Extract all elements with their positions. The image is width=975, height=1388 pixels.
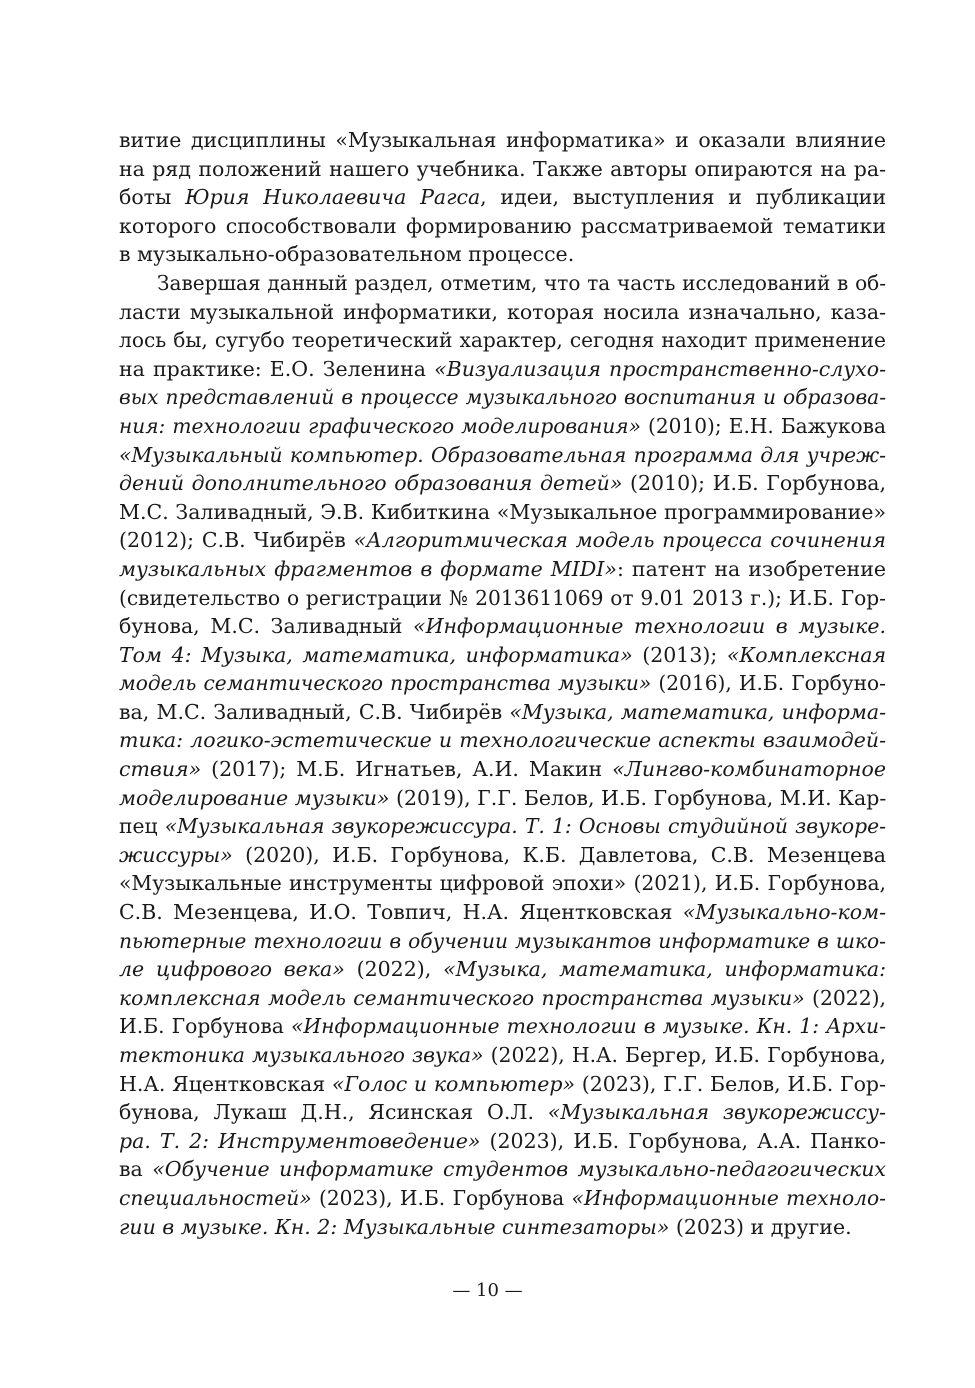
text-run: (2019), Г.Г. Белов, И.Б. Горбунова, М.И. Кар- <box>389 785 887 810</box>
text-line <box>119 898 886 927</box>
text-run: (2013); <box>632 642 727 667</box>
italic-text: вых представлений в процессе музыкального воспитания и образова- <box>119 385 886 410</box>
page-number: — 10 — <box>452 1280 523 1301</box>
text-run: (2010); Е.Н. Бажукова <box>640 413 887 438</box>
text-run: И.Б. Горбунова <box>119 1014 291 1039</box>
text-line <box>119 1213 886 1242</box>
italic-text: ния: технологии графического моделирования» <box>119 413 641 438</box>
text-line <box>119 927 886 956</box>
text-line <box>119 669 886 698</box>
text-line <box>119 383 886 412</box>
text-line <box>119 441 886 470</box>
italic-text: гии в музыке. Кн. 2: Музыкальные синтезаторы» <box>119 1214 670 1239</box>
text-line <box>119 698 886 727</box>
italic-text: ствия» <box>119 757 202 782</box>
paragraph <box>119 126 886 269</box>
italic-text: модель семантического пространства музыки» <box>119 671 652 696</box>
italic-text: «Музыкальная звукорежиссура. Т. 1: Основы студийной звукоре- <box>164 814 886 839</box>
text-run: лось бы, сугубо теоретический характер, сегодня находит применение <box>119 328 886 353</box>
text-run: (2023) и другие. <box>669 1214 852 1239</box>
text-run: бунова, М.С. Заливадный <box>119 614 414 639</box>
italic-text: комплексная модель семантического пространства музыки» <box>119 985 805 1010</box>
text-run: «Музыкальные инструменты цифровой эпохи» (2021), И.Б. Горбунова, <box>119 871 886 896</box>
paragraph <box>119 269 886 1241</box>
text-line <box>119 1184 886 1213</box>
text-run: : патент на изобретение <box>616 556 887 581</box>
italic-text: «Голос и компьютер» <box>331 1071 576 1096</box>
text-run: (2023), И.Б. Горбунова <box>311 1185 572 1210</box>
text-run: бунова, Лукаш Д.Н., Ясинская О.Л. <box>119 1100 548 1125</box>
text-line <box>119 869 886 898</box>
italic-text: «Лингво-комбинаторное <box>612 757 886 782</box>
text-run: боты <box>119 185 186 210</box>
italic-text: ле цифрового века» <box>119 957 345 982</box>
text-run: (2010); И.Б. Горбунова, <box>622 471 886 496</box>
text-run: которого способствовали формированию рассматриваемой тематики <box>119 213 886 238</box>
italic-text: «Информационные техноло- <box>571 1185 886 1210</box>
text-line <box>119 412 886 441</box>
text-run: (2023), Г.Г. Белов, И.Б. Гор- <box>575 1071 886 1096</box>
text-line <box>119 755 886 784</box>
italic-text: моделирование музыки» <box>119 785 390 810</box>
text-line <box>119 269 886 298</box>
italic-text: Том 4: Музыка, математика, информатика» <box>119 642 633 667</box>
text-line <box>119 240 886 269</box>
text-run: ва <box>119 1157 153 1182</box>
text-run: Завершая данный раздел, отметим, что та часть исследований в об- <box>157 270 886 295</box>
italic-text: пьютерные технологии в обучении музыкантов информатике в шко- <box>119 928 886 953</box>
text-line <box>119 584 886 613</box>
text-line <box>119 1041 886 1070</box>
text-line <box>119 1098 886 1127</box>
text-run: (2023), И.Б. Горбунова, А.А. Панко- <box>480 1128 886 1153</box>
text-line <box>119 155 886 184</box>
text-run: (свидетельство о регистрации № 2013611069 от 9.01 2013 г.); И.Б. Гор- <box>119 585 886 610</box>
text-line <box>119 726 886 755</box>
text-run: С.В. Мезенцева, И.О. Товпич, Н.А. Яцентковская <box>119 900 683 925</box>
text-run: М.С. Заливадный, Э.В. Кибиткина «Музыкальное программирование» <box>119 499 886 524</box>
text-line <box>119 784 886 813</box>
text-line <box>119 126 886 155</box>
italic-text: «Комплексная <box>726 642 887 667</box>
text-run: (2017); М.Б. Игнатьев, А.И. Макин <box>201 757 613 782</box>
text-run: ва, М.С. Заливадный, С.В. Чибирёв <box>119 699 510 724</box>
body-text <box>119 126 886 1241</box>
text-run: , идеи, выступления и публикации <box>480 185 886 210</box>
italic-text: специальностей» <box>119 1185 312 1210</box>
text-line <box>119 1155 886 1184</box>
italic-text: Юрия Николаевича Рагса <box>185 185 481 210</box>
italic-text: музыкальных фрагментов в формате MIDI» <box>119 556 617 581</box>
text-line <box>119 1127 886 1156</box>
text-line <box>119 298 886 327</box>
text-line <box>119 469 886 498</box>
italic-text: «Алгоритмическая модель процесса сочинения <box>353 528 886 553</box>
text-run: (2022), <box>804 985 886 1010</box>
italic-text: «Музыка, математика, информатика: <box>443 957 886 982</box>
text-line <box>119 841 886 870</box>
text-line <box>119 612 886 641</box>
italic-text: «Визуализация пространственно-слухо- <box>434 356 886 381</box>
text-line <box>119 812 886 841</box>
text-line <box>119 526 886 555</box>
italic-text: «Информационные технологии в музыке. <box>413 614 887 639</box>
text-line <box>119 1070 886 1099</box>
text-line <box>119 641 886 670</box>
text-line <box>119 955 886 984</box>
italic-text: «Информационные технологии в музыке. Кн. 1: Архи- <box>291 1014 886 1039</box>
italic-text: «Музыкальная звукорежиссу- <box>547 1100 886 1125</box>
italic-text: тика: логико-эстетические и технологические аспекты взаимодей- <box>119 728 886 753</box>
text-line <box>119 1012 886 1041</box>
italic-text: ра. Т. 2: Инструментоведение» <box>119 1128 481 1153</box>
italic-text: «Обучение информатике студентов музыкально-педагогических <box>152 1157 886 1182</box>
italic-text: жиссуры» <box>119 842 233 867</box>
text-line <box>119 555 886 584</box>
text-run: на ряд положений нашего учебника. Также авторы опираются на ра- <box>119 156 886 181</box>
text-run: (2016), И.Б. Горбуно- <box>651 671 886 696</box>
text-line <box>119 183 886 212</box>
text-run: витие дисциплины «Музыкальная информатика» и оказали влияние <box>119 128 886 152</box>
text-line <box>119 984 886 1013</box>
text-run: в музыкально-образовательном процессе. <box>119 242 575 267</box>
text-line <box>119 355 886 384</box>
italic-text: «Музыка, математика, информа- <box>509 699 887 724</box>
text-run: пец <box>119 814 165 839</box>
text-run: Н.А. Яцентковская <box>119 1071 332 1096</box>
text-line <box>119 326 886 355</box>
italic-text: дений дополнительного образования детей» <box>119 471 623 496</box>
text-run: ласти музыкальной информатики, которая носила изначально, каза- <box>119 299 886 324</box>
text-run: (2012); С.В. Чибирёв <box>119 528 354 553</box>
text-run: (2022), <box>344 957 444 982</box>
text-line <box>119 212 886 241</box>
italic-text: тектоника музыкального звука» <box>119 1043 484 1067</box>
text-run: (2022), Н.А. Бергер, И.Б. Горбунова, <box>483 1043 886 1067</box>
text-run: (2020), И.Б. Горбунова, К.Б. Давлетова, С.В. Мезенцева <box>232 842 886 867</box>
text-line <box>119 498 886 527</box>
text-run: на практике: Е.О. Зеленина <box>119 356 435 381</box>
italic-text: «Музыкально-ком- <box>682 900 886 925</box>
italic-text: «Музыкальный компьютер. Образовательная программа для учреж- <box>119 442 886 467</box>
